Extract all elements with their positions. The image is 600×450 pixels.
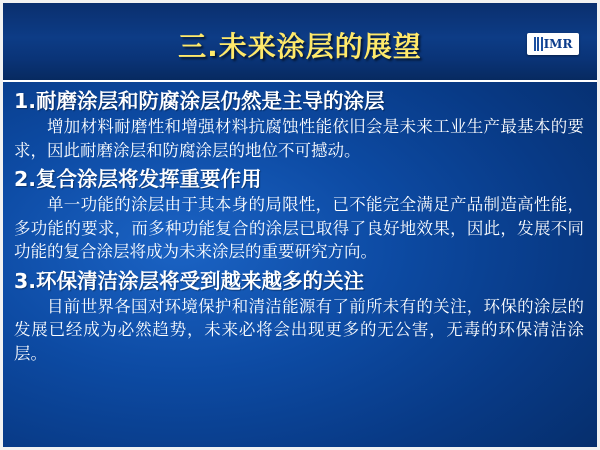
logo-bars-icon xyxy=(534,37,543,51)
imr-logo-icon xyxy=(527,33,579,55)
slide-body xyxy=(14,88,586,444)
logo-text: IMR xyxy=(543,37,573,51)
section-heading-3: 3.环保清洁涂层将受到越来越多的关注 xyxy=(14,268,365,293)
section-paragraph-1: 增加材料耐磨性和增强材料抗腐蚀性能依旧会是未来工业生产最基本的要求，因此耐磨涂层和防腐涂层的地位不可撼动。 xyxy=(14,117,584,160)
section-paragraph-3: 目前世界各国对环境保护和清洁能源有了前所未有的关注，环保的涂层的发展已经成为必然趋势，未来必将会出现更多的无公害，无毒的环保清洁涂层。 xyxy=(14,296,584,363)
section-heading-2: 2.复合涂层将发挥重要作用 xyxy=(14,167,262,192)
page-title: 三.未来涂层的展望 xyxy=(178,30,422,63)
section-paragraph-2: 单一功能的涂层由于其本身的局限性，已不能完全满足产品制造高性能，多功能的要求，而多种功能复合的涂层已取得了良好地效果，因此，发展不同功能的复合涂层将成为未来涂层的重要研究方向。 xyxy=(14,195,584,262)
content-section-3 xyxy=(14,268,586,366)
content-section-2 xyxy=(14,166,586,264)
content-section-1 xyxy=(14,88,586,162)
slide-title-band xyxy=(3,3,597,82)
section-heading-1: 1.耐磨涂层和防腐涂层仍然是主导的涂层 xyxy=(14,89,385,113)
